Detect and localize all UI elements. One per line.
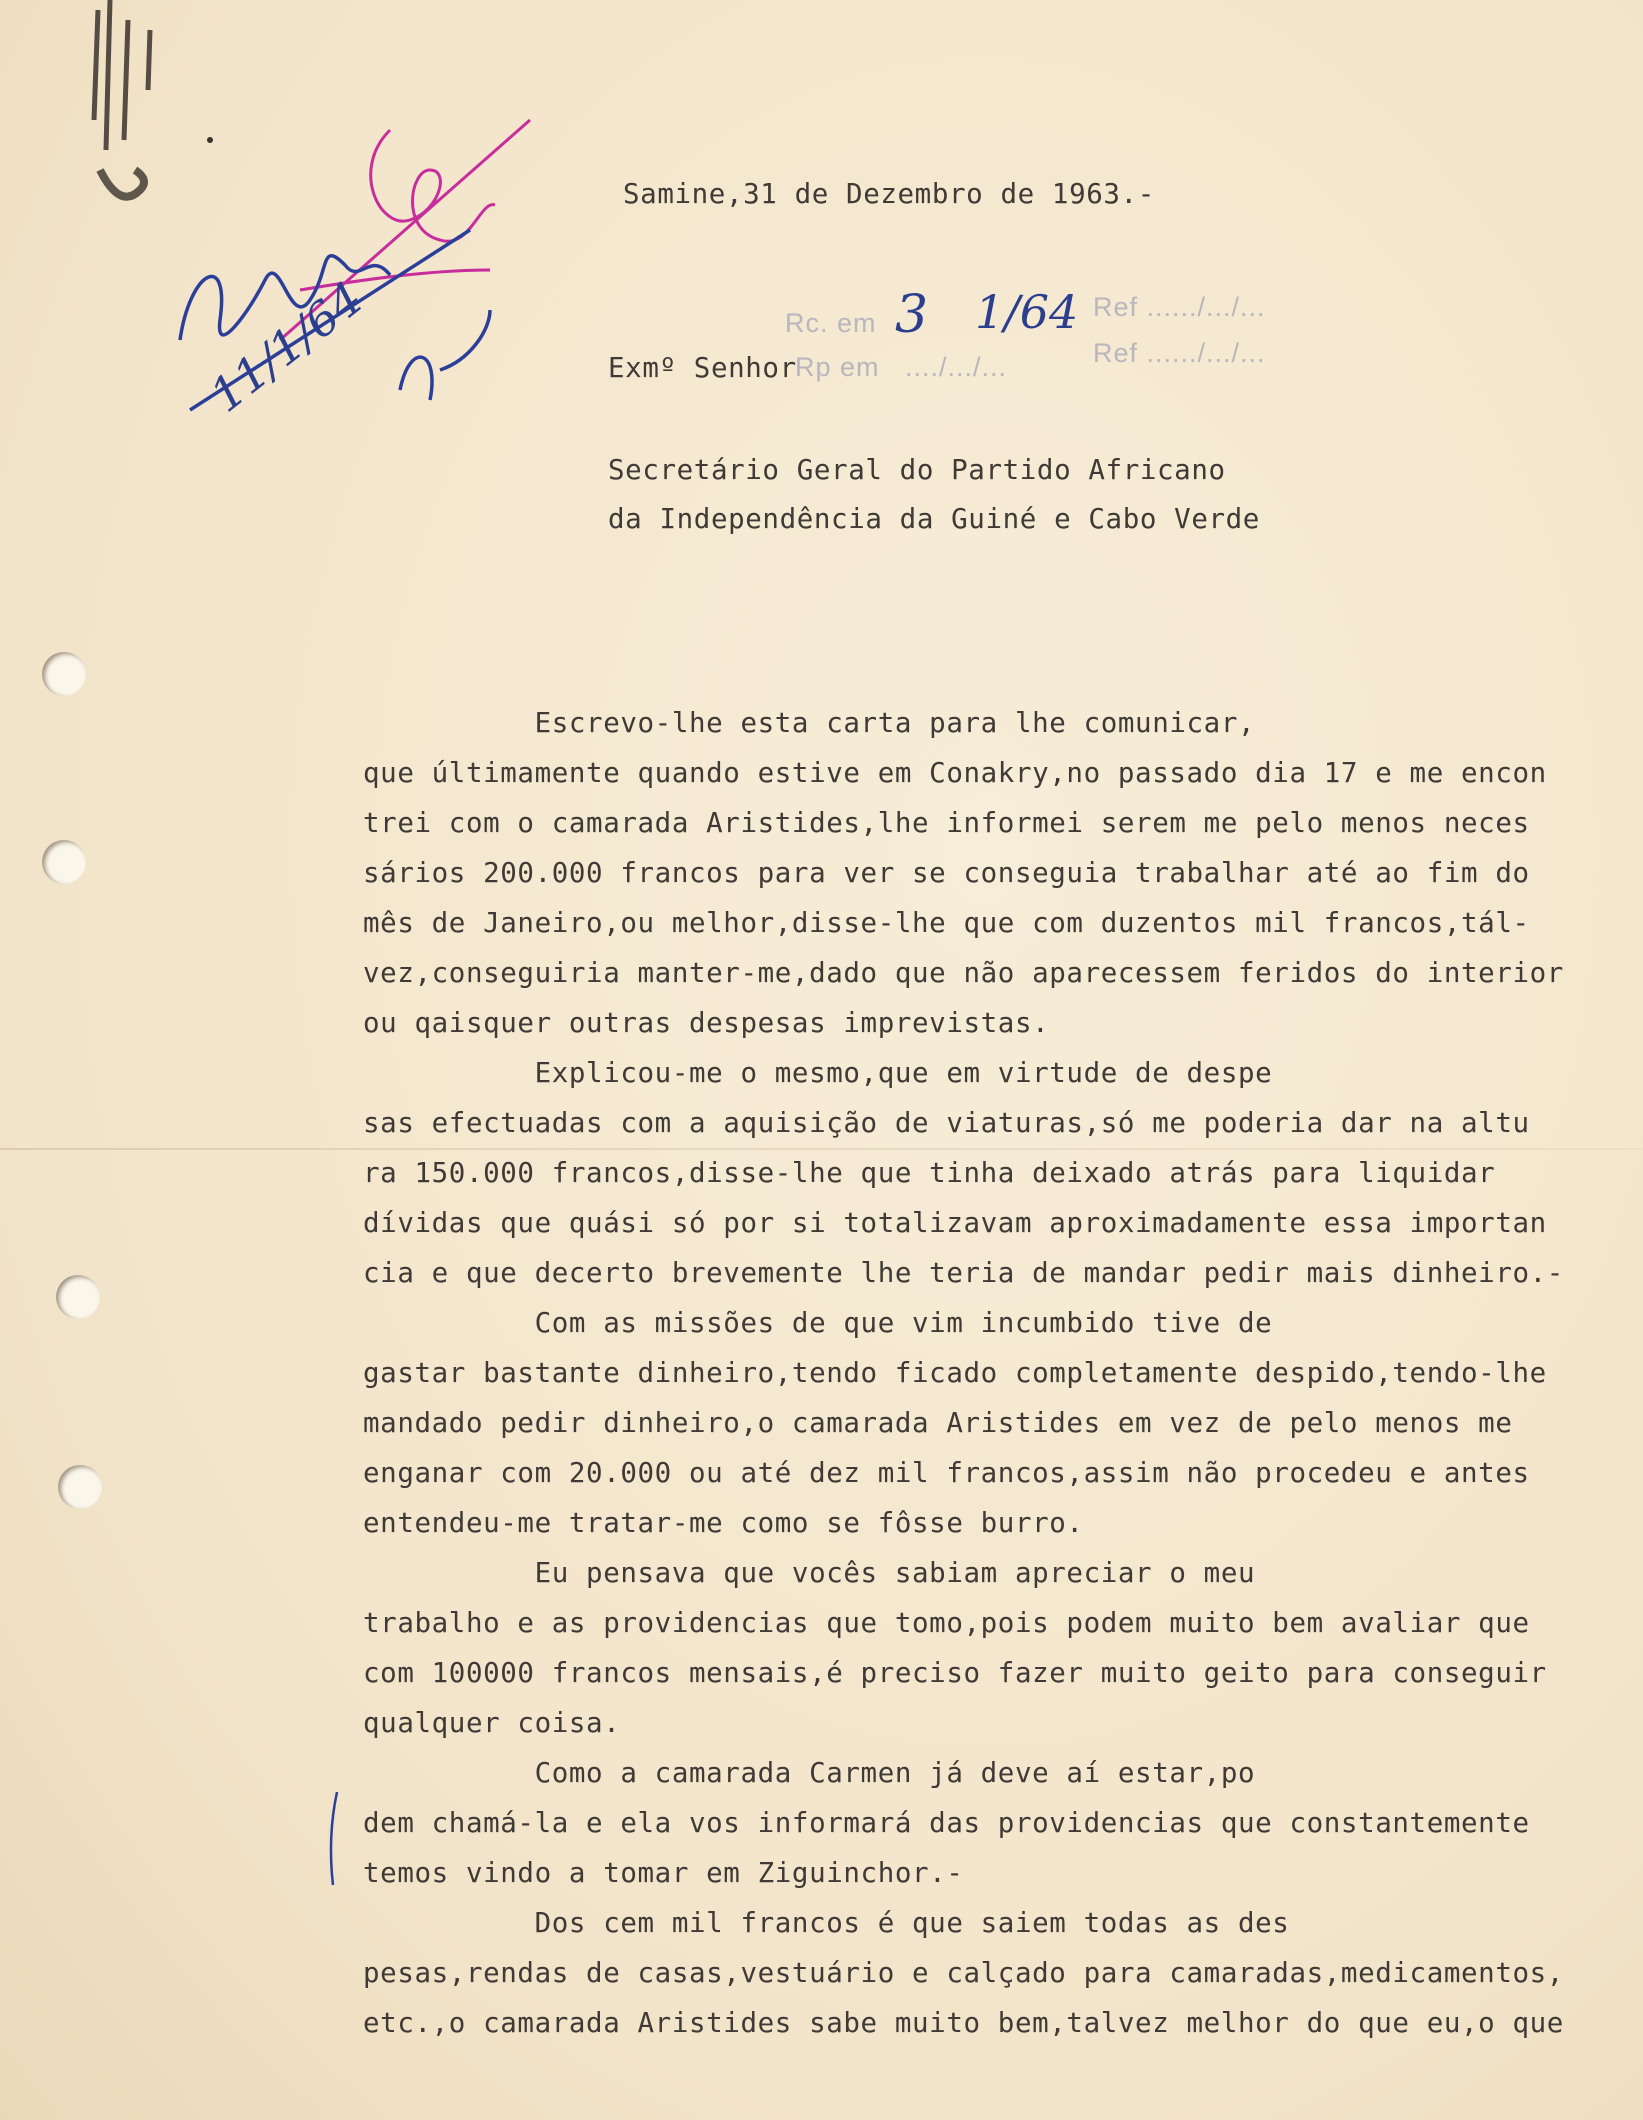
- body-line: sários 200.000 francos para ver se conseguia trabalhar até ao fim do: [363, 857, 1530, 889]
- body-line: dem chamá-la e ela vos informará das providencias que constantemente: [363, 1807, 1530, 1839]
- body-line: qualquer coisa.: [363, 1707, 621, 1739]
- body-line: pesas,rendas de casas,vestuário e calçado para camaradas,medicamentos,: [363, 1957, 1564, 1989]
- body-line: Eu pensava que vocês sabiam apreciar o meu: [363, 1557, 1256, 1589]
- recipient-line: Secretário Geral do Partido Africano: [608, 454, 1226, 486]
- letter-date: Samine,31 de Dezembro de 1963.-: [623, 178, 1155, 210]
- body-line: Escrevo-lhe esta carta para lhe comunicar,: [363, 707, 1256, 739]
- punch-hole: [42, 840, 86, 884]
- recipient-line: da Independência da Guiné e Cabo Verde: [608, 503, 1260, 535]
- handwritten-received-date: 11/1/64: [200, 270, 373, 423]
- punch-hole: [58, 1465, 102, 1509]
- stamp-ref-line1: Ref ....../.../...: [1093, 292, 1266, 322]
- page-fold-line: [0, 1148, 1643, 1150]
- body-line: sas efectuadas com a aquisição de viaturas,só me poderia dar na altu: [363, 1107, 1530, 1139]
- body-line: gastar bastante dinheiro,tendo ficado completamente despido,tendo-lhe: [363, 1357, 1547, 1389]
- punch-hole: [56, 1275, 100, 1319]
- body-line: Com as missões de que vim incumbido tive de: [363, 1307, 1273, 1339]
- body-line: ra 150.000 francos,disse-lhe que tinha deixado atrás para liquidar: [363, 1157, 1496, 1189]
- body-line: Como a camarada Carmen já deve aí estar,po: [363, 1757, 1256, 1789]
- stamp-handwritten-year: 1/64: [975, 285, 1079, 339]
- body-line: cia e que decerto brevemente lhe teria de mandar pedir mais dinheiro.-: [363, 1257, 1564, 1289]
- body-line: trei com o camarada Aristides,lhe informei serem me pelo menos neces: [363, 807, 1530, 839]
- blue-handwritten-signature: [170, 190, 530, 490]
- body-line: enganar com 20.000 ou até dez mil francos,assim não procedeu e antes: [363, 1457, 1530, 1489]
- body-line: trabalho e as providencias que tomo,pois podem muito bem avaliar que: [363, 1607, 1530, 1639]
- body-line: que últimamente quando estive em Conakry,no passado dia 17 e me encon: [363, 757, 1547, 789]
- letter-salutation: Exmº Senhor: [608, 352, 797, 384]
- body-line: vez,conseguiria manter-me,dado que não aparecessem feridos do interior: [363, 957, 1564, 989]
- body-line: mês de Janeiro,ou melhor,disse-lhe que com duzentos mil francos,tál-: [363, 907, 1530, 939]
- body-line: com 100000 francos mensais,é preciso fazer muito geito para conseguir: [363, 1657, 1547, 1689]
- body-line: ou qaisquer outras despesas imprevistas.: [363, 1007, 1050, 1039]
- body-line: Explicou-me o mesmo,que em virtude de despe: [363, 1057, 1273, 1089]
- stamp-handwritten-number: 3: [895, 285, 929, 345]
- stamp-ref-line2: Ref ....../.../...: [1093, 338, 1266, 368]
- body-line: temos vindo a tomar em Ziguinchor.-: [363, 1857, 964, 1889]
- punch-hole: [42, 652, 86, 696]
- stamp-reply-blank: ..../.../...: [905, 352, 1008, 382]
- body-line: dívidas que quási só por si totalizavam aproximadamente essa importan: [363, 1207, 1547, 1239]
- body-line: mandado pedir dinheiro,o camarada Aristides em vez de pelo menos me: [363, 1407, 1513, 1439]
- body-line: entendeu-me tratar-me como se fôsse burro.: [363, 1507, 1084, 1539]
- stamp-reply-label: Rp em: [795, 352, 880, 382]
- body-line: etc.,o camarada Aristides sabe muito bem,talvez melhor do que eu,o que: [363, 2007, 1564, 2039]
- body-line: Dos cem mil francos é que saiem todas as des: [363, 1907, 1290, 1939]
- stamp-received-label: Rc. em: [785, 308, 877, 338]
- margin-pen-mark: [325, 1790, 345, 1890]
